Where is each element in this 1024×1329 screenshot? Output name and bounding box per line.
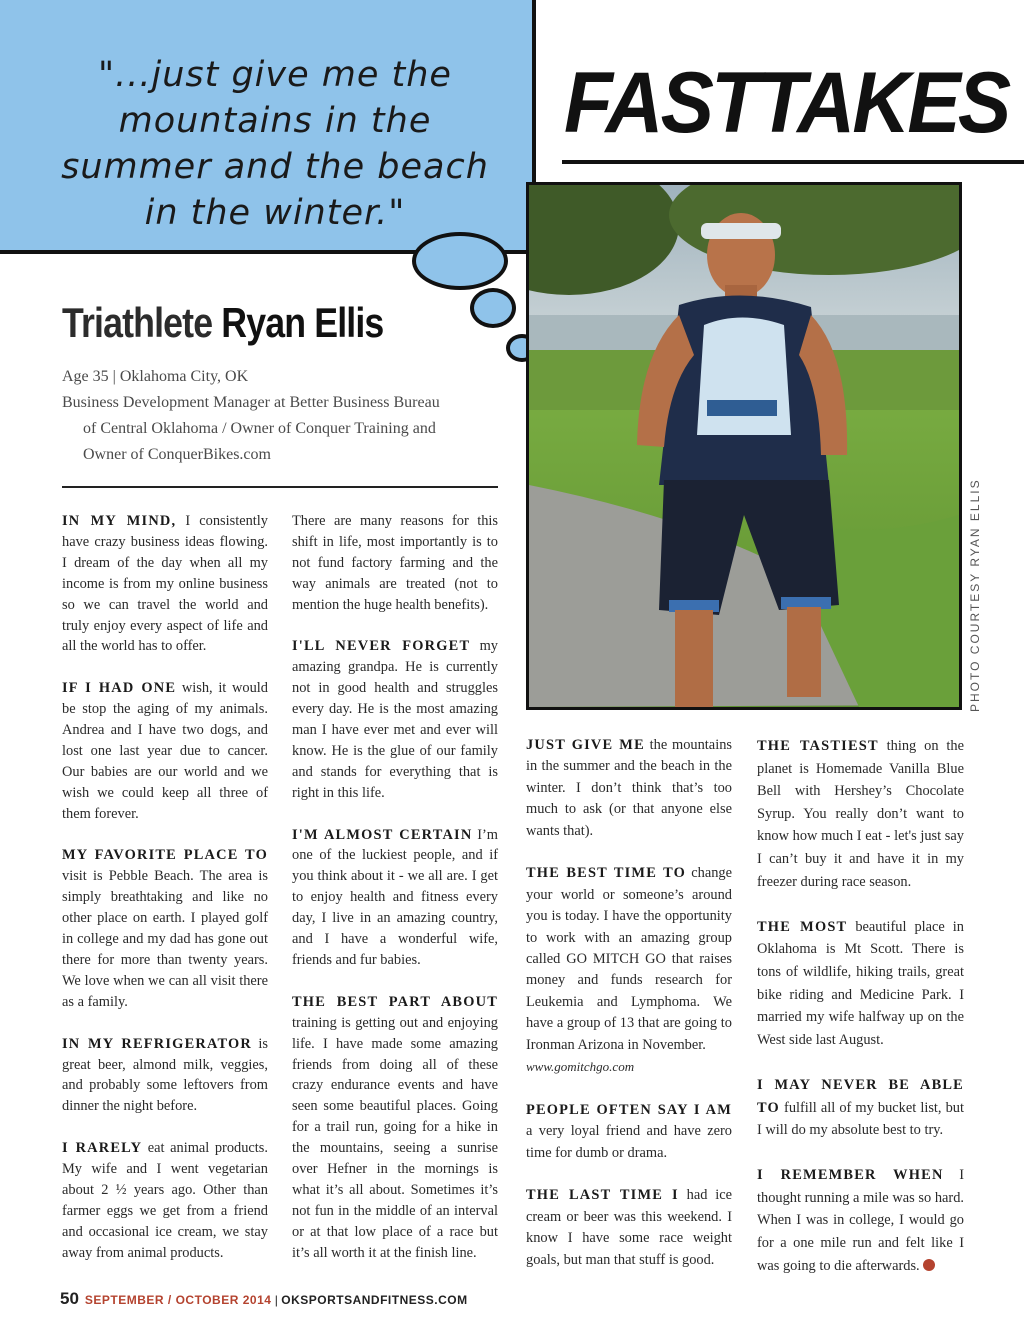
answer-paragraph: [757, 1164, 964, 1277]
title-divider: [562, 160, 1024, 164]
answer-lead: THE BEST TIME TO: [526, 865, 687, 882]
footer-separator: |: [274, 1293, 278, 1307]
answer-paragraph: [526, 735, 732, 842]
column-4: [757, 735, 964, 1277]
answer-text: eat animal products. My wife and I went vegetarian about 2 ½ years ago. Other than farmer eggs we get from a friend and occasional ice cream, we stay away from animal products.: [62, 1140, 268, 1261]
profile-meta: [62, 364, 502, 468]
page-number: 50: [60, 1289, 79, 1308]
answer-paragraph: [757, 916, 964, 1052]
pull-quote: "...just give me the mountains in the summer and the beach in the winter.": [61, 55, 489, 233]
answer-lead: THE TASTIEST: [757, 738, 879, 754]
profile-headline: [62, 298, 383, 348]
age-location: Age 35 | Oklahoma City, OK: [62, 368, 249, 385]
answer-text: I’m one of the luckiest people, and if you think about it - we all are. I get to enjoy health and fitness every day, I live in an amazing country, and I have a wonderful wife, friends and fur babies.: [292, 826, 498, 968]
answer-paragraph: [292, 511, 498, 616]
answer-lead: IF I HAD ONE: [62, 680, 177, 697]
answer-lead: I'M ALMOST CERTAIN: [292, 826, 473, 843]
answer-paragraph: [292, 992, 498, 1264]
answer-lead: THE BEST PART ABOUT: [292, 993, 498, 1010]
role-line-1: Business Development Manager at Better Business Bureau: [62, 394, 440, 411]
photo-credit: PHOTO COURTESY RYAN ELLIS: [968, 478, 982, 712]
page-footer: [60, 1289, 468, 1310]
answer-text: change your world or someone’s around you is today. I have the opportunity to work with an amazing group called GO MITCH GO that raises money and funds research for Leukemia and Lymphoma. We have a group of 13 that are going to Ironman Arizona in November.: [526, 865, 732, 1053]
answer-paragraph: [292, 636, 498, 803]
answer-text: thing on the planet is Homemade Vanilla Blue Bell with Hershey’s Chocolate Syrup. You really don’t want to know how much I eat - let's just say I can’t buy it and have it in my freezer during race season.: [757, 738, 964, 890]
column-1: [62, 511, 268, 1264]
answer-paragraph: [62, 511, 268, 657]
answer-text: visit is Pebble Beach. The area is simply breathtaking and like no other place on earth. I played golf in college and my dad has gone out there for more than twenty years. We love when we can all visit there as a family.: [62, 868, 268, 1010]
answer-paragraph: [62, 678, 268, 824]
answer-lead: I'LL NEVER FORGET: [292, 638, 471, 655]
answer-text: wish, it would be stop the aging of my animals. Andrea and I have two dogs, and lost one last year due to cancer. Our babies are our world and we wish we could keep all three of them forever.: [62, 680, 268, 822]
answer-lead: THE LAST TIME I: [526, 1187, 679, 1204]
answer-text: is great beer, almond milk, veggies, and probably some leftovers from dinner the night before.: [62, 1035, 268, 1115]
answer-lead: THE MOST: [757, 918, 848, 935]
bubble-puff-medium: [470, 288, 516, 328]
meta-divider: [62, 486, 498, 488]
answer-paragraph: [62, 1138, 268, 1263]
answer-lead: MY FAVORITE PLACE TO: [62, 847, 268, 864]
answer-text: my amazing grandpa. He is currently not in good health and struggles every day. He is the most amazing man I have ever met and ever will know. He is the glue of our family and stands for everything that is right in this life.: [292, 638, 498, 801]
issue-date: SEPTEMBER / OCTOBER 2014: [84, 1293, 272, 1307]
role-line-3: Owner of ConquerBikes.com: [83, 446, 271, 463]
answer-text: beautiful place in Oklahoma is Mt Scott. There is tons of wildlife, hiking trails, great bike riding and Medicine Park. I married my wife halfway up on the West side last August.: [757, 918, 964, 1048]
answer-paragraph: [62, 845, 268, 1012]
role-line-2: of Central Oklahoma / Owner of Conquer Training and: [83, 420, 436, 437]
answer-text: a very loyal friend and have zero time for dumb or drama.: [526, 1123, 732, 1161]
answer-text: had ice cream or beer was this weekend. I know I have some race weight goals, but man that stuff is good.: [526, 1187, 732, 1268]
answer-paragraph: [757, 735, 964, 893]
bubble-puff-large: [412, 232, 508, 290]
answer-lead: I RARELY: [62, 1140, 143, 1157]
answer-lead: JUST GIVE ME: [526, 737, 645, 753]
section-title: [564, 55, 1009, 151]
answer-text: the mountains in the summer and the beach in the winter. I don’t think that’s too much to ask (or that anyone else wants that).: [526, 737, 732, 839]
quote-bubble: [0, 0, 536, 254]
answer-paragraph: [292, 825, 498, 971]
answer-lead: I REMEMBER WHEN: [757, 1167, 944, 1184]
answer-paragraph: [526, 1100, 732, 1164]
answer-text: I consistently have crazy business ideas flowing. I dream of the day when all my income is from my online business so we can travel the world and truly enjoy every aspect of life and all the world has to offer.: [62, 513, 268, 655]
answer-paragraph: [526, 1185, 732, 1271]
answer-paragraph: [757, 1074, 964, 1142]
footer-website: OKSPORTSANDFITNESS.COM: [281, 1293, 468, 1307]
column-3: [526, 735, 732, 1271]
end-mark-icon: [923, 1259, 935, 1271]
headline-prefix: Triathlete: [62, 299, 213, 346]
answer-text: training is getting out and enjoying life. I have made some amazing friends from doing all of these crazy endurance events and have seen some beautiful places. Going for a trail run, going for a hike in the mountains, seeing a sunrise over Hefner in the mornings is what it’s all about. Sometimes it’s not fun in the middle of an interval or at that low place of a race but it’s all worth it at the finish line.: [292, 1014, 498, 1261]
answer-lead: IN MY REFRIGERATOR: [62, 1035, 253, 1052]
answer-paragraph: [62, 1034, 268, 1118]
answer-lead: PEOPLE OFTEN SAY I AM: [526, 1101, 732, 1118]
athlete-photo: [526, 182, 962, 710]
answer-lead: IN MY MIND,: [62, 513, 177, 529]
answer-lead: I MAY NEVER BE ABLE TO: [757, 1076, 964, 1116]
headline-name: Ryan Ellis: [221, 299, 384, 346]
answer-paragraph: [526, 863, 732, 1078]
section-title-fast: FAST: [564, 55, 758, 151]
section-title-takes: TAKES: [757, 55, 1009, 151]
answer-text: There are many reasons for this shift in life, most importantly is to not fund factory farming and the way animals are treated (not to mention the huge health benefits).: [292, 513, 498, 613]
website-link[interactable]: www.gomitchgo.com: [526, 1059, 635, 1075]
athlete-photo-image: [529, 185, 959, 707]
answer-text: fulfill all of my bucket list, but I will do my absolute best to try.: [757, 1099, 964, 1139]
column-2: [292, 511, 498, 1264]
answer-text: I thought running a mile was so hard. When I was in college, I would go for a one mile run and felt like I was going to die afterwards.: [757, 1167, 964, 1274]
